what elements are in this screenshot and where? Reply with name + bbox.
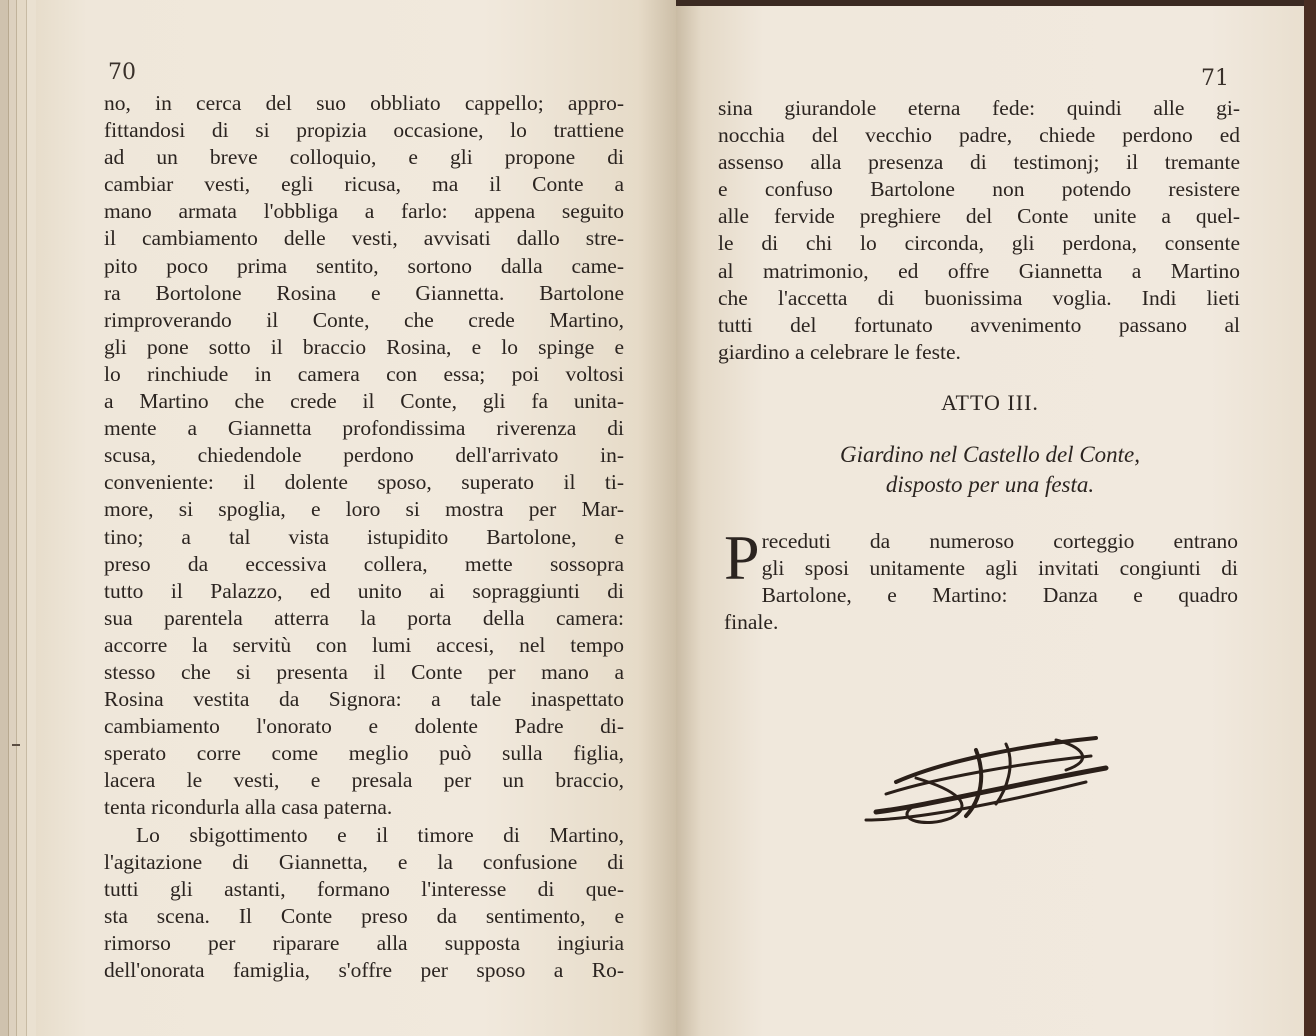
text-line: ad un breve colloquio, e gli propone di [104,145,624,170]
text-line: sina giurandole eterna fede: quindi alle gi- [718,96,1240,120]
text-line: a Martino che crede il Conte, gli fa unita- [104,389,624,414]
text-line: mano armata l'obbliga a farlo: appena seguito [104,199,624,224]
body-text [104,90,624,984]
text-line: tutti del fortunato avvenimento passano al [718,312,1240,337]
text-line: sua parentela atterra la porta della camera: [104,605,624,630]
scene-description [676,440,1304,500]
text-line: gli pone sotto il braccio Rosina, e lo spinge e [104,334,624,359]
text-line: conveniente: il dolente sposo, superato il ti- [104,470,624,495]
text-line: Lo sbigottimento e il timore di Martino, [136,822,624,847]
right-page [676,0,1304,1036]
margin-mark [12,744,20,746]
text-line: sperato corre come meglio può sulla figlia, [104,741,624,766]
text-line: gli sposi unitamente agli invitati congiunti di [761,556,1238,581]
text-line: dell'onorata famiglia, s'offre per sposo a Ro- [104,958,624,982]
page-number: 71 [1201,66,1229,91]
text-line: tenta ricondurla alla casa paterna. [104,795,393,820]
text-line: lacera le vesti, e presala per un braccio, [104,768,624,793]
text-line: mente a Giannetta profondissima riverenza di [104,416,624,441]
text-line: giardino a celebrare le feste. [718,339,961,364]
text-line: rimproverando il Conte, che crede Martino, [104,307,624,332]
act-heading: ATTO III. [941,390,1039,415]
drop-cap: P [724,522,760,593]
text-line: receduti da numeroso corteggio entrano [761,529,1238,553]
text-line: lo rinchiude in camera con essa; poi voltosi [104,361,624,386]
text-line: le di chi lo circonda, gli perdona, consente [718,231,1240,256]
text-line: cambiar vesti, egli ricusa, ma il Conte a [104,172,624,197]
flourish-ornament [856,720,1126,830]
text-line: no, in cerca del suo obbliato cappello; appro- [104,91,624,115]
text-line: nocchia del vecchio padre, chiede perdono ed [718,123,1240,148]
text-line: rimorso per riparare alla supposta ingiuria [104,930,624,955]
text-line: tutto il Palazzo, ed unito ai sopraggiunti di [104,578,624,603]
page-edge [1304,0,1316,1036]
text-line: assenso alla presenza di testimonj; il tremante [718,150,1240,175]
text-line: Rosina vestita da Signora: a tale inaspettato [104,687,624,712]
text-line: l'agitazione di Giannetta, e la confusione di [104,849,624,874]
text-line: e confuso Bartolone non potendo resistere [718,177,1240,202]
act-paragraph [724,522,1238,636]
text-line: finale. [724,610,779,635]
left-page [36,0,676,1036]
text-line: ra Bortolone Rosina e Giannetta. Bartolone [104,280,624,305]
scene-line: disposto per una festa. [885,472,1095,497]
body-text [718,95,1240,366]
text-line: tino; a tal vista istupidito Bartolone, e [104,524,624,549]
text-line: Bartolone, e Martino: Danza e quadro [761,583,1238,608]
text-line: scusa, chiedendole perdono dell'arrivato in- [104,443,624,468]
text-line: alle fervide preghiere del Conte unite a quel- [718,204,1240,229]
scene-line: Giardino nel Castello del Conte, [839,442,1141,467]
text-line: sta scena. Il Conte preso da sentimento, e [104,903,624,928]
text-line: pito poco prima sentito, sortono dalla came- [104,253,624,278]
text-line: cambiamento l'onorato e dolente Padre di- [104,714,624,739]
text-line: tutti gli astanti, formano l'interesse di que- [104,876,624,901]
text-line: stesso che si presenta il Conte per mano a [104,659,624,684]
page-edge [0,0,8,1036]
text-line: more, si spoglia, e loro si mostra per Mar- [104,497,624,522]
text-line: accorre la servitù con lumi accesi, nel tempo [104,632,624,657]
text-line: il cambiamento delle vesti, avvisati dallo stre- [104,226,624,251]
text-line: al matrimonio, ed offre Giannetta a Martino [718,258,1240,283]
page-number: 70 [108,60,136,85]
text-line: preso da eccessiva collera, mette sossopra [104,551,624,576]
text-line: che l'accetta di buonissima voglia. Indi lieti [718,285,1240,310]
paragraph-lines [724,522,1238,636]
text-line: fittandosi di si propizia occasione, lo trattiene [104,118,624,143]
page-edge [676,0,1316,6]
